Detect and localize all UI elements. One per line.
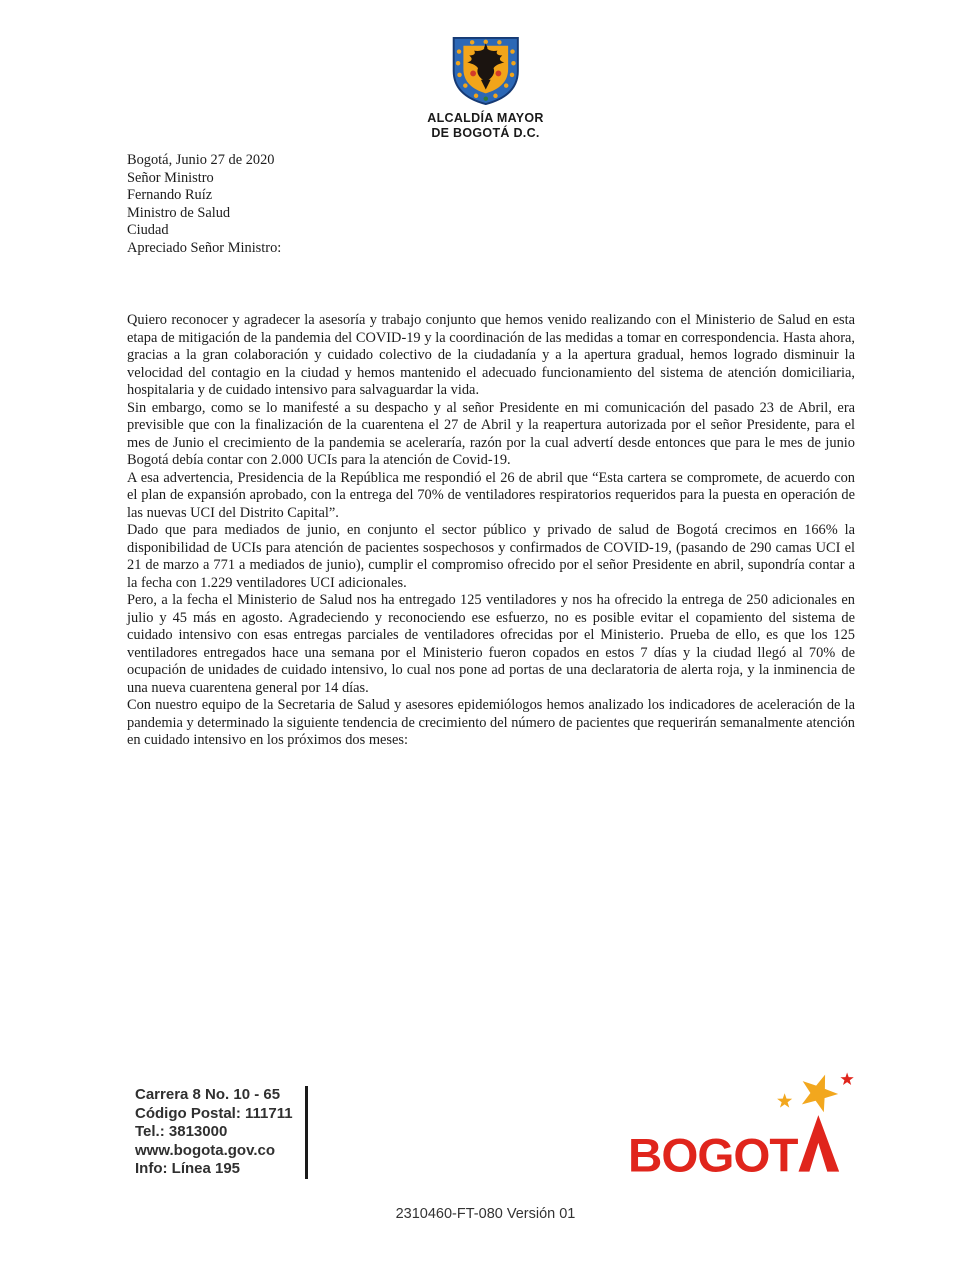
letter-body [127, 152, 855, 750]
date-line: Bogotá, Junio 27 de 2020 [127, 152, 275, 168]
form-code: 2310460-FT-080 Versión 01 [395, 1206, 576, 1222]
recipient-city: Ciudad [127, 222, 169, 238]
address-postal-code: Código Postal: 111711 [135, 1104, 293, 1122]
address-info-line: Info: Línea 195 [135, 1160, 241, 1177]
address-street: Carrera 8 No. 10 - 65 [135, 1086, 281, 1103]
paragraph-5: Pero, a la fecha el Ministerio de Salud nos ha entregado 125 ventiladores y nos ha ofrecido la entrega de 250 adicionales en julio y 45 más en agosto. Agradeciendo y reconociendo ese esfuerzo, no es posible evitar el copamiento del sistema de cuidado intensivo con esas entregas parciales de ventiladores ofrecidas por el Ministerio. Prueba de ello, es que los 125 ventiladores entregados hace una semana por el Ministerio fueron copados en estos 7 días y la ciudad llegó al 70% de ocupación de unidades de cuidado intensivo, lo cual nos pone ad portas de una declaratoria de alerta roja, y la inminencia de una nueva cuarentena general por 14 días. [127, 592, 855, 696]
paragraph-3: A esa advertencia, Presidencia de la República me respondió el 26 de abril que “Esta cartera se compromete, de acuerdo con el plan de expansión aprobado, con la entrega del 70% de ventiladores respiratorios requeridos para la puesta en operación de las nuevas UCI del Distrito Capital”. [127, 469, 855, 521]
paragraph-6: Con nuestro equipo de la Secretaria de Salud y asesores epidemiólogos hemos analizado los indicadores de aceleración de la pandemia y determinado la siguiente tendencia de crecimiento del número de pacientes que requerirán semanalmente atención en cuidado intensivo en los próximos dos meses: [127, 697, 855, 748]
salutation: Apreciado Señor Ministro: [127, 239, 282, 256]
recipient-name: Fernando Ruíz [127, 187, 213, 203]
recipient-role: Ministro de Salud [127, 204, 231, 221]
letterhead [427, 36, 543, 140]
org-name-line1: ALCALDÍA MAYOR [427, 111, 544, 125]
paragraph-1: Quiero reconocer y agradecer la asesoría y trabajo conjunto que hemos venido realizando con el Ministerio de Salud en esta etapa de mitigación de la pandemia del COVID-19 y la coordinación de las medidas a tomar en correspondencia. Hasta ahora, gracias a la gran colaboración y cuidado colectivo de la ciudadanía y a la apertura gradual, hemos logrado disminuir la velocidad del contagio en la ciudad y hemos mantenido el adecuado funcionamiento del sistema de atención domiciliaria, hospitalaria y de cuidado intensivo para salvaguardar la vida. [127, 312, 855, 398]
address-phone: Tel.: 3813000 [135, 1123, 228, 1140]
paragraph-4: Dado que para mediados de junio, en conjunto el sector público y privado de salud de Bogotá crecimos en 166% la disponibilidad de UCIs para atención de pacientes sospechosos y confirmados de COVID-19, (pasando de 290 camas UCI el 21 de marzo a 771 a mediados de junio), cumplir el compromiso ofrecido por el señor Presidente en abril, supondría contar a la fecha con 1.229 ventiladores UCI adicionales. [127, 522, 855, 591]
org-name-line2: DE BOGOTÁ D.C. [431, 125, 540, 140]
bogota-logo [628, 1068, 858, 1182]
recipient-block [127, 170, 855, 240]
address-website: www.bogota.gov.co [135, 1141, 275, 1159]
bogota-star-logo-icon [628, 1068, 858, 1182]
paragraph-2: Sin embargo, como se lo manifesté a su despacho y al señor Presidente en mi comunicación del pasado 23 de Abril, era previsible que con la finalización de la cuarentena el 27 de Abril y la reapertura autorizada por el señor Presidente, para el mes de Junio el crecimiento de la pandemia se aceleraría, razón por la cual advertí desde entonces que para le mes de junio Bogotá debía contar con 2.000 UCIs para la atención de Covid-19. [127, 399, 855, 468]
bogota-coat-of-arms-icon [448, 36, 524, 106]
address-block [135, 1086, 308, 1179]
recipient-title: Señor Ministro [127, 169, 214, 186]
logo-wordmark: BOGOT [628, 1129, 798, 1182]
org-name [427, 111, 543, 140]
